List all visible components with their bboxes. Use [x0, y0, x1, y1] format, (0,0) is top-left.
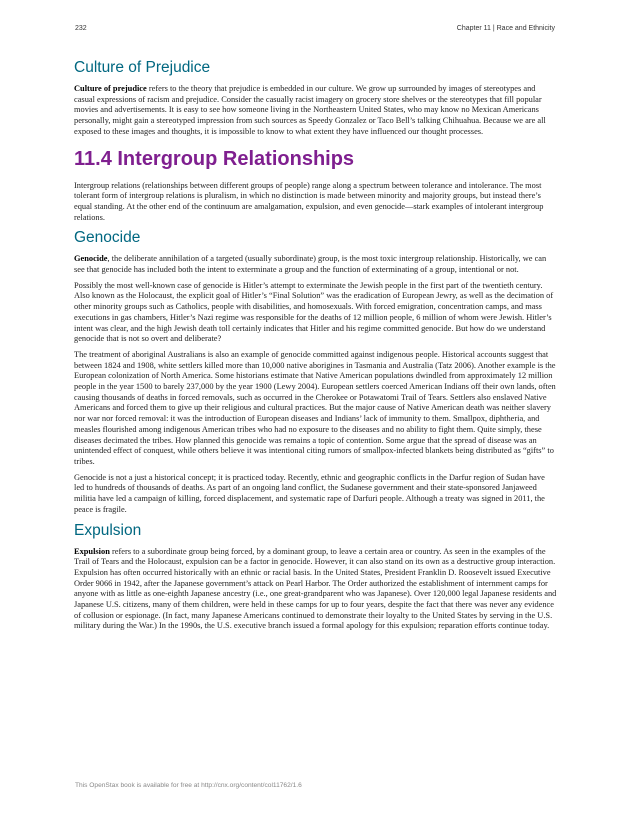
heading-culture-of-prejudice: Culture of Prejudice	[74, 59, 211, 76]
paragraph-expulsion	[74, 547, 557, 633]
chapter-title: Chapter 11 | Race and Ethnicity	[456, 25, 555, 32]
term-expulsion: Expulsion	[74, 546, 110, 556]
text-genocide-definition: , the deliberate annihilation of a targeted (usually subordinate) group, is the most toxic intergroup relationship. Historically, we can see that genocide has included both the intent to exterminate a group and the function of exterminating of a group, intentional or not.	[74, 254, 547, 275]
paragraph-intergroup-intro: Intergroup relations (relationships between different groups of people) range along a spectrum between tolerance and intolerance. The most tolerant form of intergroup relations is pluralism, in which no distinction is made between minority and majority groups, but instead there’s equal standing. At the other end of the continuum are amalgamation, expulsion, and even genocide—stark examples of intolerant intergroup relations.	[74, 180, 544, 222]
term-genocide: Genocide	[74, 254, 108, 264]
text-culture-of-prejudice: refers to the theory that prejudice is embedded in our culture. We grow up surrounded by images of stereotypes and casual expressions of racism and prejudice. Consider the casually racist imagery on grocery store shelves or the stereotypes that fill popular movies and advertisements. It is easy to see how someone living in the Northeastern United States, who may know no Mexican Americans personally, might gain a stereotyped impression from such sources as Speedy Gonzalez or Taco Bell’s talking Chihuahua. Because we are all exposed to these images and thoughts, it is impossible to know to what extent they have influenced our thought processes.	[74, 84, 546, 136]
paragraph-genocide-indigenous: The treatment of aboriginal Australians is also an example of genocide committed against indigenous people. Historical accounts suggest that between 1824 and 1908, white settlers killed more than 10,000 native aborigines in Tasmania and Australia (Tatz 2006). Another example is the European colonization of North America. Some historians estimate that Native American populations dwindled from approximately 12 million people in the year 1500 to barely 237,000 by the year 1900 (Lewy 2004). European settlers coerced American Indians off their own lands, often causing thousands of deaths in forced removals, such as occurred in the Cherokee or Potawatomi Trail of Tears. Settlers also enslaved Native Americans and forced them to give up their religious and cultural practices. But the major cause of Native American death was neither slavery nor war nor forced removal: it was the introduction of European diseases and Indians’ lack of immunity to them. Smallpox, diphtheria, and measles flourished among indigenous American tribes who had no exposure to the diseases and no ability to fight them. Quite simply, these diseases decimated the tribes. How planned this genocide was remains a topic of contention. Some argue that the spread of disease was an unintended effect of conquest, while others believe it was intentional citing rumors of smallpox-infected blankets being distributed as “gifts” to tribes.	[74, 349, 556, 466]
text-expulsion: refers to a subordinate group being forced, by a dominant group, to leave a certain area or country. As seen in the examples of the Trail of Tears and the Holocaust, expulsion can be a factor in genocide. However, it can also stand on its own as a destructive group interaction. Expulsion has often occurred historically with an ethnic or racial basis. In the United States, President Franklin D. Roosevelt issued Executive Order 9066 in 1942, after the Japanese government’s attack on Pearl Harbor. The Order authorized the establishment of internment camps for anyone with as little as one-eighth Japanese ancestry (i.e., one great-grandparent who was Japanese). Over 120,000 legal Japanese residents and Japanese U.S. citizens, many of them children, were held in these camps for up to four years, despite the fact that there was never any evidence of collusion or espionage. (In fact, many Japanese Americans continued to demonstrate their loyalty to the United States by serving in the U.S. military during the War.) In the 1990s, the U.S. executive branch issued a formal apology for this expulsion; reparation efforts continue today.	[74, 546, 557, 631]
paragraph-genocide-darfur: Genocide is not a just a historical concept; it is practiced today. Recently, ethnic and geographic conflicts in the Darfur region of Sudan have led to hundreds of thousands of deaths. As part of an ongoing land conflict, the Sudanese government and their state-sponsored Janjaweed militia have led a campaign of killing, forced displacement, and systematic rape of Darfuri people. Although a treaty was signed in 2011, the peace is fragile.	[74, 472, 545, 514]
paragraph-genocide-holocaust: Possibly the most well-known case of genocide is Hitler’s attempt to exterminate the Jewish people in the first part of the twentieth century. Also known as the Holocaust, the explicit goal of Hitler’s “Final Solution” was the eradication of European Jewry, as well as the decimation of other minority groups such as Catholics, people with disabilities, and homosexuals. With forced emigration, concentration camps, and mass executions in gas chambers, Hitler’s Nazi regime was responsible for the deaths of 12 million people, 6 million of whom were Jewish. Hitler’s intent was clear, and the high Jewish death toll certainly indicates that Hitler and his regime committed genocide. But how do we understand genocide that is not so overt and deliberate?	[74, 280, 554, 344]
page-content	[74, 58, 557, 637]
paragraph-culture-of-prejudice	[74, 84, 557, 138]
paragraph-genocide-definition	[74, 254, 557, 275]
heading-expulsion: Expulsion	[74, 521, 142, 539]
running-header	[75, 25, 555, 32]
heading-genocide: Genocide	[74, 229, 141, 247]
heading-intergroup-relationships: 11.4 Intergroup Relationships	[74, 147, 355, 170]
page-number: 232	[75, 25, 87, 32]
page-footer: This OpenStax book is available for free at http://cnx.org/content/col11762/1.6	[75, 782, 302, 789]
term-culture-of-prejudice: Culture of prejudice	[74, 84, 147, 93]
